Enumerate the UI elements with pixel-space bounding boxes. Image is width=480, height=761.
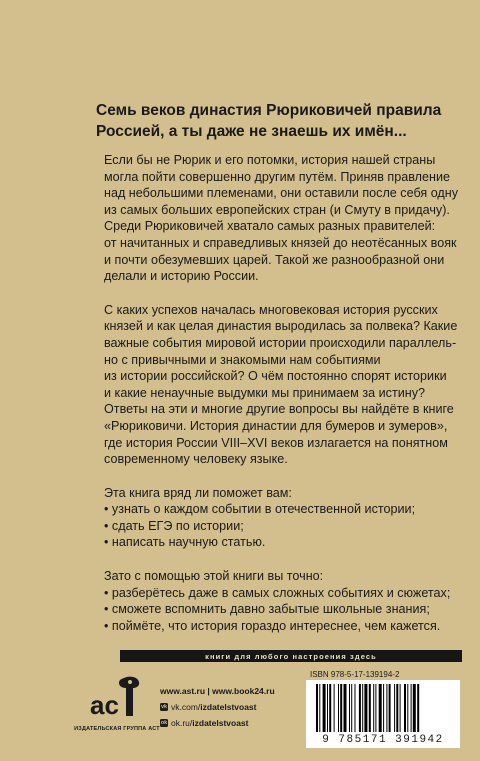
vk-prefix: vk.com/ [171,702,201,712]
isbn-label: ISBN 978-5-17-139194-2 [310,670,400,679]
vk-icon: vk [160,704,168,710]
tagline-bar: книги для любого настроения здесь [120,650,462,662]
list-item: • узнать о каждом событии в отечественной истории; [104,501,460,518]
list-item: • поймёте, что история гораздо интереснее, чем кажется. [104,618,460,635]
list-item: • сможете вспомнить давно забытые школьные знания; [104,601,460,618]
publisher-caption: ИЗДАТЕЛЬСКАЯ ГРУППА АСТ [74,726,160,732]
website-links[interactable]: www.ast.ru | www.book24.ru [160,686,275,696]
list-item: • разберётесь даже в самых сложных событиях и сюжетах; [104,585,460,602]
barcode-digits: 9 785171 391942 [322,734,444,746]
back-cover-text [104,152,460,651]
paragraph-questions: С каких успехов началась многовековая история русских князей и как целая династия выродилась за полвека? Какие важные события мировой истории происходили параллель- но с привычными и знакомыми нам событиями из истории российской? О чём постоянно спорят историки и какие ненаучные выдумки мы принимаем за истину? Ответы на эти и многие другие вопросы вы найдёте в книге «Рюриковичи. История династии для бумеров и зумеров», где история России VIII–XVI веков излагается на понятном современному человеку языке. [104,302,458,467]
vk-link[interactable] [160,699,275,715]
headline: Семь веков династия Рюриковичей правила Россией, а ты даже не знаешь их имён... [96,102,442,140]
svg-text:ас: ас [90,690,119,720]
list2-intro: Зато с помощью этой книги вы точно: [104,569,324,584]
barcode [306,680,460,748]
ok-link[interactable] [160,715,275,731]
vk-handle: izdatelstvoast [200,702,257,712]
list1-intro: Эта книга вряд ли поможет вам: [104,485,292,500]
ok-icon: ok [160,720,168,726]
ok-prefix: ok.ru/ [171,718,193,728]
list-item: • сдать ЕГЭ по истории; [104,518,460,535]
paragraph-intro: Если бы не Рюрик и его потомки, история нашей страны могла пойти совершенно другим путём. Приняв правление над небольшими племенами, они оставили после себя одну из самых больших европейских стран (и Смуту в придачу). Среди Рюриковичей хватало самых разных правителей: от начитанных и справедливых князей до неотёсанных вояк и почти обезумевших царей. Такой же разнообразной они делали и историю России. [104,153,459,284]
ast-logo-icon [86,672,146,722]
list2 [104,585,460,635]
barcode-bars-icon [316,684,450,734]
publisher-links [160,683,275,731]
ok-handle: izdatelstvoast [192,718,249,728]
list1 [104,501,460,551]
list-item: • написать научную статью. [104,534,460,551]
